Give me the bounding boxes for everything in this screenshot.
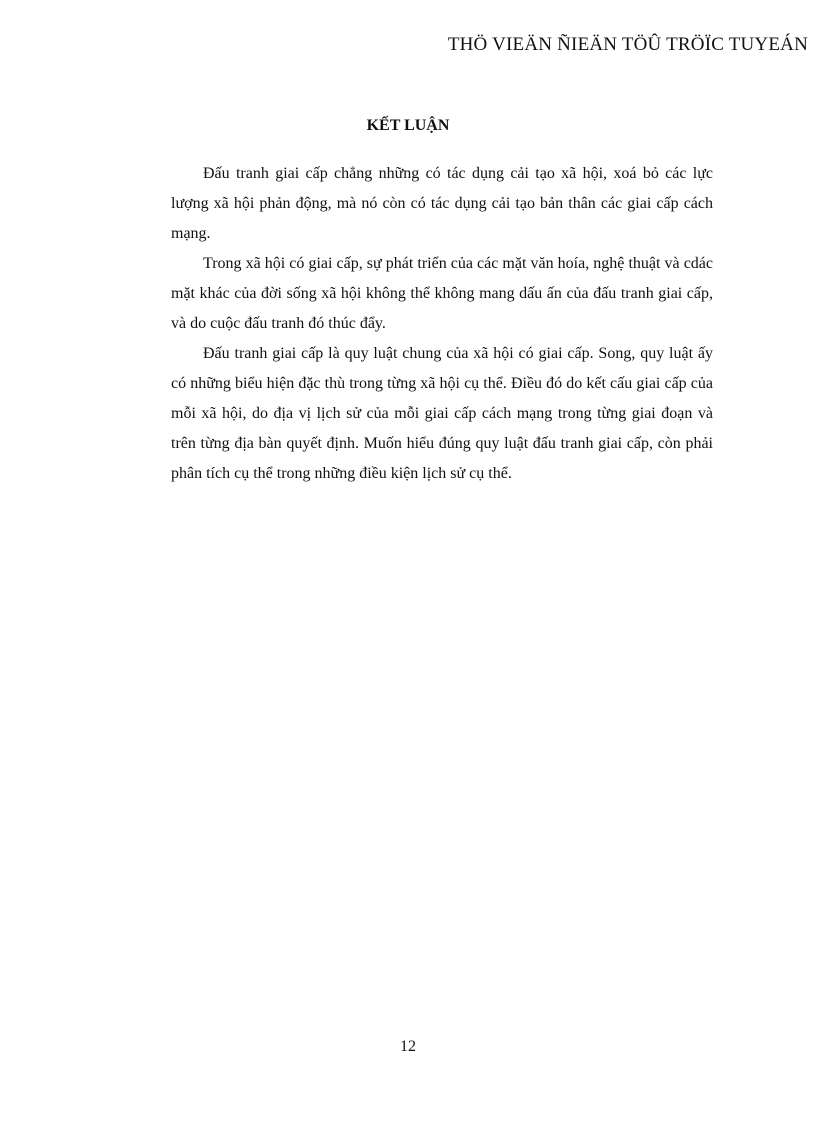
page-number: 12 — [400, 1038, 416, 1055]
paragraph-2: Trong xã hội có giai cấp, sự phát triển của các mặt văn hoía, nghệ thuật và cdác mặt khác của đời sống xã hội không thể không mang dấu ấn của đấu tranh giai cấp, và do cuộc đấu tranh đó thúc đẩy. — [171, 255, 713, 332]
body-text — [171, 159, 713, 489]
running-header: THÖ VIEÄN ÑIEÄN TÖÛ TRÖÏC TUYEÁN — [447, 34, 808, 55]
paragraph-3: Đấu tranh giai cấp là quy luật chung của xã hội có giai cấp. Song, quy luật ấy có những biểu hiện đặc thù trong từng xã hội cụ thể. Điều đó do kết cấu giai cấp của mỗi xã hội, do địa vị lịch sử của mỗi giai cấp cách mạng trong từng giai đoạn và trên từng địa bàn quyết định. Muốn hiểu đúng quy luật đấu tranh giai cấp, còn phải phân tích cụ thể trong những điều kiện lịch sử cụ thể. — [171, 345, 713, 482]
paragraph-1: Đấu tranh giai cấp chẳng những có tác dụng cải tạo xã hội, xoá bỏ các lực lượng xã hội phản động, mà nó còn có tác dụng cải tạo bản thân các giai cấp cách mạng. — [171, 165, 713, 242]
section-title: KẾT LUẬN — [366, 117, 450, 134]
